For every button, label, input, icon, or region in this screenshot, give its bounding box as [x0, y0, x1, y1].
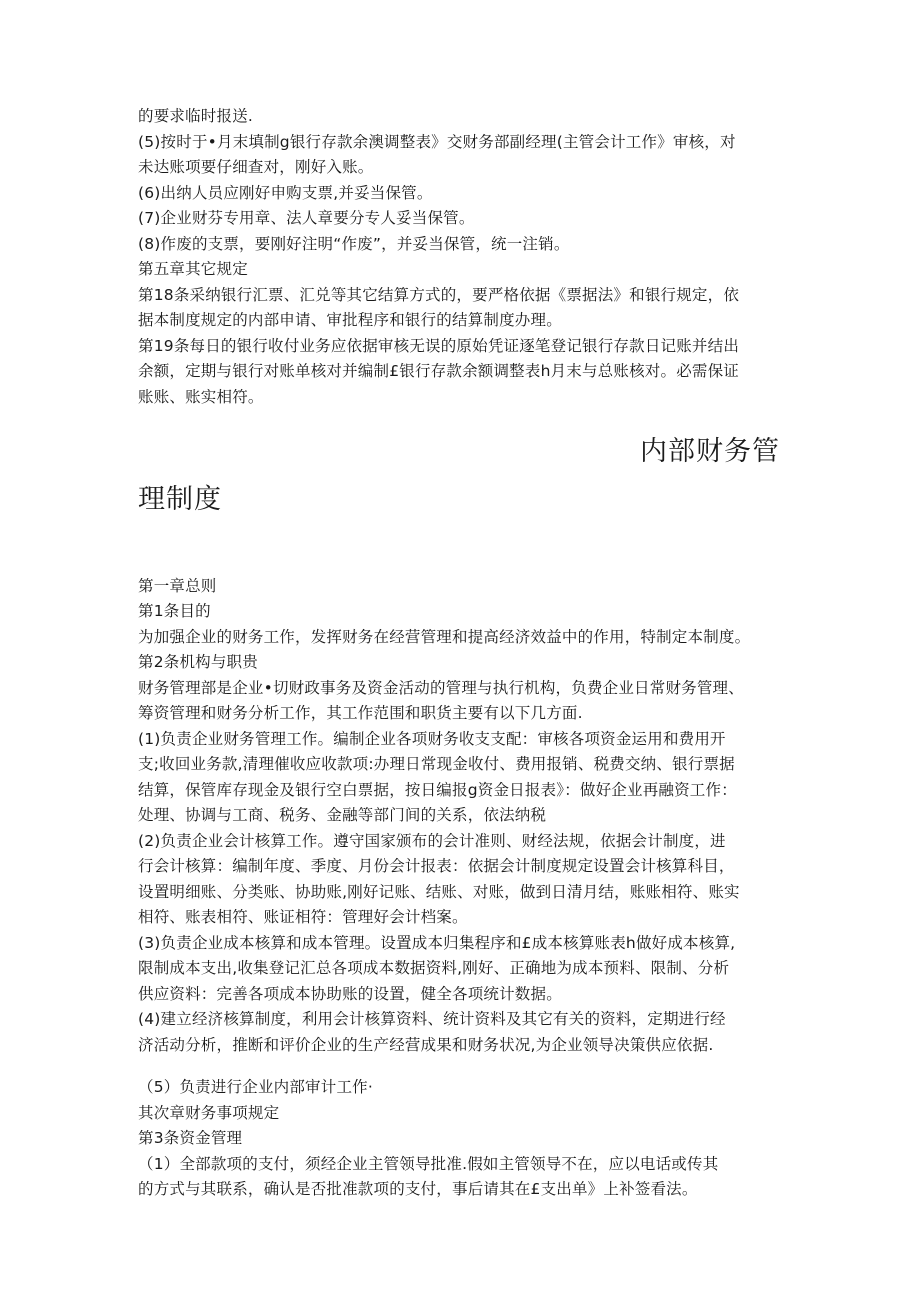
- text-line: (6)出纳人员应刚好申购支票,并妥当保管。: [138, 184, 433, 202]
- text-line: 限制成本支出,收集登记汇总各项成本数据资料,刚好、正确地为成本预料、限制、分析: [138, 959, 730, 977]
- chapter-heading: 其次章财务事项规定: [138, 1104, 280, 1122]
- text-line: 的要求临时报送.: [138, 107, 254, 125]
- text-line: 行会计核算：编制年度、季度、月份会计报表：依据会计制度规定设置会计核算科目，: [138, 857, 735, 875]
- text-line: 筹资管理和财务分析工作，其工作范围和职货主要有以下几方面.: [138, 704, 583, 722]
- text-line: (8)作废的支票，要刚好注明“作废”，并妥当保管，统一注销。: [138, 235, 570, 253]
- text-line: 供应资料：完善各项成本协助账的设置，健全各项统计数据。: [138, 985, 562, 1003]
- text-line: (2)负责企业会计核算工作。遵守国家颁布的会计准则、财经法规，依据会计制度，进: [138, 832, 726, 850]
- text-line: 结算，保管库存现金及银行空白票据，按日编报g资金日报表》：做好企业再融资工作：: [138, 781, 737, 799]
- text-line: (4)建立经济核算制度，利用会计核算资料、统计资料及其它有关的资料，定期进行经: [138, 1010, 726, 1028]
- text-line: (7)企业财芬专用章、法人章要分专人妥当保管。: [138, 209, 475, 227]
- text-line: 第19条每日的银行收付业务应依据审核无误的原始凭证逐笔登记银行存款日记账并结出: [138, 337, 740, 355]
- article-heading: 第1条目的: [138, 602, 211, 620]
- text-line: 设置明细账、分类账、协助账,刚好记账、结账、对账，做到日清月结，账账相符、账实: [138, 883, 740, 901]
- text-line: 财务管理部是企业•切财政事务及资金活动的管理与执行机构，负费企业日常财务管理、: [138, 679, 744, 697]
- text-line: 余额，定期与银行对账单核对并编制£银行存款余额调整表h月末与总账核对。必需保证: [138, 362, 739, 380]
- text-line: 第18条采纳银行汇票、汇兑等其它结算方式的，要严格依据《票据法》和银行规定，依: [138, 286, 740, 304]
- text-line: 据本制度规定的内部申请、审批程序和银行的结算制度办理。: [138, 311, 562, 329]
- text-line: 的方式与其联系，确认是否批准款项的支付，事后请其在£支出单》上补签看法。: [138, 1180, 698, 1198]
- chapter-heading: 第五章其它规定: [138, 260, 248, 278]
- text-line: （5）负责进行企业内部审计工作·: [138, 1078, 373, 1096]
- document-title-part1: 内部财务管: [640, 436, 780, 467]
- text-line: (3)负责企业成本核算和成本管理。设置成本归集程序和£成本核算账表h做好成本核算,: [138, 934, 736, 952]
- text-line: 为加强企业的财务工作，发挥财务在经营管理和提高经济效益中的作用，特制定本制度。: [138, 628, 751, 646]
- text-line: （1）全部款项的支付，须经企业主管领导批准.假如主管领导不在，应以电话或传其: [138, 1155, 719, 1173]
- article-heading: 第2条机构与职贵: [138, 653, 258, 671]
- text-line: (5)按时于•月末填制g银行存款余澳调整表》交财务部副经理(主管会计工作》审核，对: [138, 133, 736, 151]
- text-line: 相符、账表相符、账证相符：管理好会计档案。: [138, 908, 468, 926]
- chapter-heading: 第一章总则: [138, 577, 217, 595]
- document-title-part2: 理制度: [138, 484, 222, 515]
- text-line: 济活动分析，推断和评价企业的生产经营成果和财务状况,为企业领导决策供应依据.: [138, 1036, 714, 1054]
- article-heading: 第3条资金管理: [138, 1129, 243, 1147]
- text-line: 处理、协调与工商、税务、金融等部门间的关系，依法纳税: [138, 806, 547, 824]
- text-line: 支;收回业务款,清理催收应收款项:办理日常现金收付、费用报销、税费交纳、银行票据: [138, 755, 735, 773]
- text-line: (1)负责企业财务管理工作。编制企业各项财务收支支配：审核各项资金运用和费用开: [138, 730, 726, 748]
- text-line: 账账、账实相符。: [138, 388, 264, 406]
- text-line: 未达账项要仔细查对，刚好入账。: [138, 158, 374, 176]
